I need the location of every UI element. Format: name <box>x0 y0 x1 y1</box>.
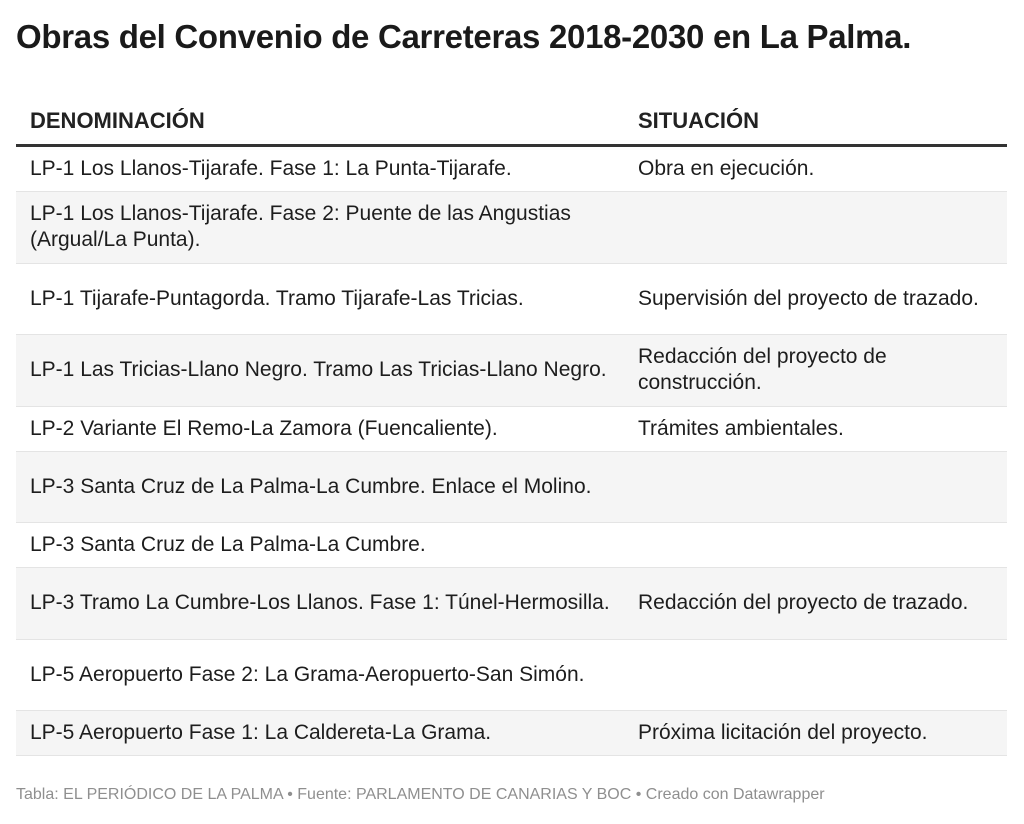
cell-denominacion: LP-3 Santa Cruz de La Palma-La Cumbre. Enlace el Molino. <box>30 474 592 498</box>
cell-denominacion: LP-1 Los Llanos-Tijarafe. Fase 1: La Punta-Tijarafe. <box>30 157 512 180</box>
cell-situacion: Trámites ambientales. <box>638 416 844 440</box>
cell-denominacion: LP-1 Tijarafe-Puntagorda. Tramo Tijarafe-Las Tricias. <box>30 286 524 310</box>
page-title: Obras del Convenio de Carreteras 2018-2030 en La Palma. <box>16 18 912 55</box>
cell-denominacion: LP-2 Variante El Remo-La Zamora (Fuencaliente). <box>30 416 498 440</box>
table-row <box>16 523 1007 568</box>
cell-situacion: Redacción del proyecto de trazado. <box>638 591 969 615</box>
cell-denominacion: LP-5 Aeropuerto Fase 2: La Grama-Aeropuerto-San Simón. <box>30 662 585 686</box>
table-row <box>16 711 1007 756</box>
table-header <box>16 92 1007 147</box>
cell-situacion: Próxima licitación del proyecto. <box>638 721 928 744</box>
table-row <box>16 452 1007 524</box>
cell-situacion: Redacción del proyecto de construcción. <box>638 345 887 395</box>
table-row <box>16 335 1007 407</box>
cell-denominacion: LP-1 Los Llanos-Tijarafe. Fase 2: Puente de las Angustias (Argual/La Punta). <box>30 202 571 252</box>
table-row <box>16 147 1007 192</box>
table-row <box>16 640 1007 712</box>
table-row <box>16 407 1007 452</box>
cell-denominacion: LP-5 Aeropuerto Fase 1: La Caldereta-La Grama. <box>30 721 492 744</box>
cell-denominacion: LP-1 Las Tricias-Llano Negro. Tramo Las Tricias-Llano Negro. <box>30 358 607 382</box>
table-row <box>16 264 1007 336</box>
source-footer: Tabla: EL PERIÓDICO DE LA PALMA • Fuente: PARLAMENTO DE CANARIAS Y BOC • Creado con Datawrapper <box>16 786 825 803</box>
cell-denominacion: LP-3 Santa Cruz de La Palma-La Cumbre. <box>30 533 426 556</box>
cell-situacion: Supervisión del proyecto de trazado. <box>638 286 979 310</box>
data-table <box>16 92 1007 756</box>
cell-situacion: Obra en ejecución. <box>638 157 815 180</box>
column-header-situacion[interactable]: SITUACIÓN <box>638 108 759 133</box>
column-header-denominacion[interactable]: DENOMINACIÓN <box>30 108 205 133</box>
table-row <box>16 568 1007 640</box>
table-row <box>16 192 1007 264</box>
cell-denominacion: LP-3 Tramo La Cumbre-Los Llanos. Fase 1: Túnel-Hermosilla. <box>30 591 610 615</box>
